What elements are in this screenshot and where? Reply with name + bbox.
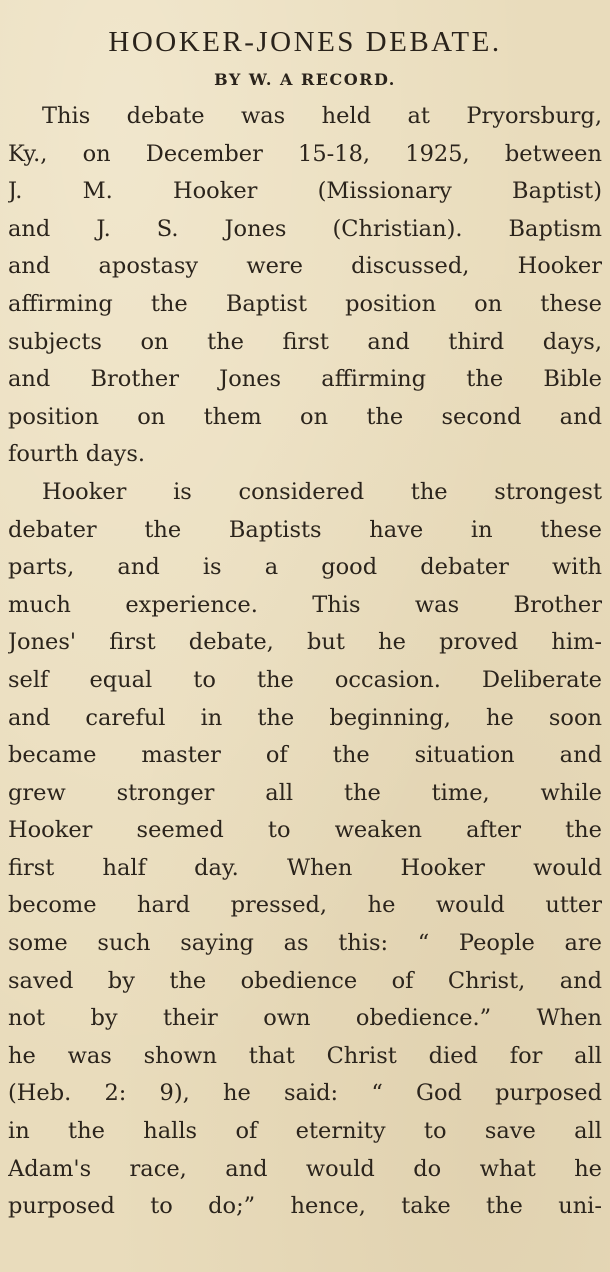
text-line: affirming the Baptist position on these bbox=[8, 290, 602, 317]
text-line: J. M. Hooker (Missionary Baptist) bbox=[8, 178, 602, 205]
text-line: grew stronger all the time, while bbox=[8, 779, 602, 806]
text-line: debater the Baptists have in these bbox=[8, 516, 602, 543]
text-line: fourth days. bbox=[8, 441, 146, 468]
text-line: saved by the obedience of Christ, and bbox=[8, 967, 602, 994]
text-line: (Heb. 2: 9), he said: “ God purposed bbox=[8, 1080, 602, 1107]
text-line: first half day. When Hooker would bbox=[8, 854, 602, 881]
text-line: he was shown that Christ died for all bbox=[8, 1042, 602, 1069]
text-line: in the halls of eternity to save all bbox=[8, 1118, 602, 1145]
text-line: Hooker seemed to weaken after the bbox=[8, 817, 602, 844]
article-body bbox=[8, 98, 602, 1226]
article-byline: BY W. A RECORD. bbox=[214, 70, 396, 89]
text-line: subjects on the first and third days, bbox=[8, 328, 602, 355]
text-line: and apostasy were discussed, Hooker bbox=[8, 253, 602, 280]
text-line: Jones' first debate, but he proved him- bbox=[8, 629, 602, 656]
text-line: became master of the situation and bbox=[8, 742, 602, 769]
text-line: Ky., on December 15-18, 1925, between bbox=[8, 140, 602, 167]
text-line: parts, and is a good debater with bbox=[8, 554, 602, 581]
paragraph-2 bbox=[8, 474, 602, 1226]
text-line: Adam's race, and would do what he bbox=[8, 1155, 602, 1182]
text-line: position on them on the second and bbox=[8, 403, 602, 430]
text-line: much experience. This was Brother bbox=[8, 591, 602, 618]
text-line: some such saying as this: “ People are bbox=[8, 930, 602, 957]
paragraph-1 bbox=[8, 98, 602, 474]
text-line: self equal to the occasion. Deliberate bbox=[8, 666, 602, 693]
text-line: become hard pressed, he would utter bbox=[8, 892, 602, 919]
article-title: HOOKER-JONES DEBATE. bbox=[108, 26, 502, 58]
text-line: and Brother Jones affirming the Bible bbox=[8, 366, 602, 393]
text-line: purposed to do;” hence, take the uni- bbox=[8, 1193, 602, 1220]
text-line: Hooker is considered the strongest bbox=[42, 478, 602, 505]
text-line: and careful in the beginning, he soon bbox=[8, 704, 602, 731]
text-line: and J. S. Jones (Christian). Baptism bbox=[8, 215, 602, 242]
text-line: This debate was held at Pryorsburg, bbox=[42, 103, 602, 129]
text-line: not by their own obedience.” When bbox=[8, 1005, 602, 1032]
